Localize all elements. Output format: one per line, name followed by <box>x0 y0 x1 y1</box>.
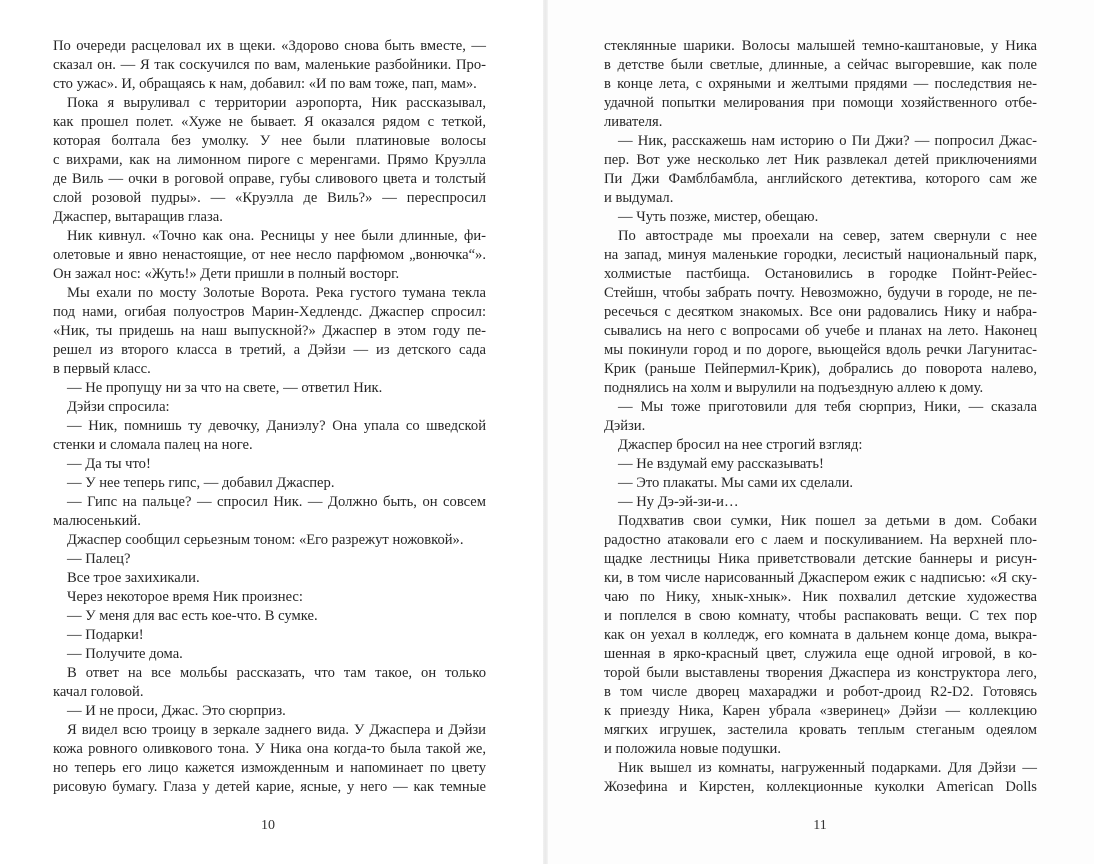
text-line: Пока я выруливал с территории аэропорта, Ник рассказывал, <box>67 95 486 111</box>
text-line: ки, в том числе нарисованный Джаспером ежик с надписью: «Я ску- <box>604 570 1037 586</box>
text-line: По очереди расцеловал их в щеки. «Здорово снова быть вместе, — <box>53 38 486 54</box>
paragraph <box>53 645 486 664</box>
text-line: пер. Вот уже несколько лет Ник развлекал детей приключениями <box>604 152 1037 168</box>
paragraph <box>604 398 1037 436</box>
text-line: — Палец? <box>67 551 131 567</box>
paragraph <box>53 379 486 398</box>
text-line: Подхватив свои сумки, Ник пошел за детьми в дом. Собаки <box>618 513 1037 529</box>
text-line: Дэйзи. <box>604 418 646 434</box>
paragraph <box>604 474 1037 493</box>
text-line: в том числе дворец махараджи и робот-дроид R2-D2. Готовясь <box>604 684 1037 700</box>
text-line: — Гипс на пальце? — спросил Ник. — Должно быть, он совсем <box>67 494 486 510</box>
left-page <box>0 0 544 864</box>
paragraph <box>53 531 486 550</box>
text-line: в первый класс. <box>53 361 151 377</box>
text-line: олетовые и явно ненастоящие, от нее несло парфюмом „вонючка“». <box>53 247 486 263</box>
text-line: сказал он. — Я так соскучился по вам, маленькие разбойники. Про- <box>53 57 486 73</box>
text-line: и положила новые подушки. <box>604 741 782 757</box>
text-line: в конце лета, с охряными и желтыми прядями — последствия не- <box>604 76 1037 92</box>
text-line: которая болтала без умолку. У нее были платиновые волосы <box>53 133 486 149</box>
paragraph <box>604 512 1037 759</box>
paragraph <box>604 132 1037 208</box>
text-line: ресечься с десятком знакомых. Все они радовались Нику и набра- <box>604 304 1037 320</box>
text-line: щадке лестницы Ника приветствовали детские баннеры и рисун- <box>604 551 1037 567</box>
text-line: — Чуть позже, мистер, обещаю. <box>618 209 819 225</box>
text-line: качал головой. <box>53 684 144 700</box>
paragraph <box>53 455 486 474</box>
page-text <box>604 37 1037 797</box>
text-line: — Не вздумай ему рассказывать! <box>618 456 824 472</box>
paragraph <box>53 569 486 588</box>
text-line: — Не пропущу ни за что на свете, — ответил Ник. <box>67 380 383 396</box>
text-line: стеклянные шарики. Волосы малышей темно-каштановые, у Ника <box>604 38 1037 54</box>
text-line: Джаспер бросил на нее строгий взгляд: <box>618 437 863 453</box>
paragraph <box>604 37 1037 132</box>
text-line: ливателя. <box>604 114 663 130</box>
text-line: поднялись на холм и вырулили на подъездную аллею к дому. <box>604 380 984 396</box>
text-line: Ник вышел из комнаты, нагруженный подарками. Для Дэйзи — <box>618 760 1037 776</box>
paragraph <box>53 550 486 569</box>
right-page <box>548 0 1094 864</box>
text-line: мягких игрушек, застелила кровать теплым стеганым одеялом <box>604 722 1037 738</box>
paragraph <box>53 607 486 626</box>
paragraph <box>604 208 1037 227</box>
paragraph <box>604 227 1037 398</box>
text-line: холмистые пастбища. Остановились в городке Пойнт-Рейес- <box>604 266 1037 282</box>
text-line: де Виль — очки в роговой оправе, губы сливового цвета и толстый <box>53 171 486 187</box>
paragraph <box>604 493 1037 512</box>
text-line: стенки и сломала палец на ноге. <box>53 437 253 453</box>
text-line: Жозефина и Кирстен, коллекционные куколки American Dolls <box>604 779 1037 795</box>
paragraph <box>53 626 486 645</box>
text-line: В ответ на все мольбы рассказать, что там такое, он только <box>67 665 486 681</box>
text-line: Я видел всю троицу в зеркале заднего вида. У Джаспера и Дэйзи <box>67 722 486 738</box>
text-line: удачной попытки мелирования при помощи хозяйственного отбе- <box>604 95 1037 111</box>
text-line: слой розовой пудры». — «Круэлла де Виль?» — переспросил <box>53 190 486 206</box>
text-line: — Это плакаты. Мы сами их сделали. <box>618 475 854 491</box>
text-line: рисовую бумагу. Глаза у детей карие, ясные, у него — как темные <box>53 779 486 795</box>
text-line: — И не проси, Джас. Это сюрприз. <box>67 703 286 719</box>
text-line: Он зажал нос: «Жуть!» Дети пришли в полный восторг. <box>53 266 400 282</box>
text-line: радостно атаковали его с лаем и поскуливанием. На верхней пло- <box>604 532 1037 548</box>
paragraph <box>53 37 486 94</box>
text-line: — У нее теперь гипс, — добавил Джаспер. <box>67 475 335 491</box>
text-line: — Получите дома. <box>67 646 183 662</box>
paragraph <box>53 664 486 702</box>
paragraph <box>53 417 486 455</box>
text-line: с вихрами, как на лимонном пироге с меренгами. Прямо Круэлла <box>53 152 486 168</box>
text-line: Ник кивнул. «Точно как она. Ресницы у нее были длинные, фи- <box>67 228 486 244</box>
paragraph <box>53 94 486 227</box>
text-line: Через некоторое время Ник произнес: <box>67 589 303 605</box>
text-line: кожа ровного оливкового тона. У Ника она когда-то была такой же, <box>53 741 486 757</box>
text-line: как прошел полет. «Хуже не бывает. Я оказался рядом с теткой, <box>53 114 486 130</box>
text-line: сто ужас». И, обращаясь к нам, добавил: «И по вам тоже, пап, мам». <box>53 76 477 92</box>
text-line: По автостраде мы проехали на север, затем свернули с нее <box>618 228 1037 244</box>
paragraph <box>53 398 486 417</box>
paragraph <box>604 759 1037 797</box>
text-line: — Да ты что! <box>67 456 151 472</box>
text-line: Мы ехали по мосту Золотые Ворота. Река густого тумана текла <box>67 285 486 301</box>
text-line: — Ник, расскажешь нам историю о Пи Джи? — попросил Джас- <box>618 133 1037 149</box>
text-line: Все трое захихикали. <box>67 570 200 586</box>
text-line: — Ну Дэ-эй-зи-и… <box>618 494 739 510</box>
text-line: и поплелся в свою комнату, чтобы распаковать вещи. С тех пор <box>604 608 1037 624</box>
text-line: «Ник, ты придешь на наш выпускной?» Джаспер в этом году пе- <box>53 323 486 339</box>
paragraph <box>53 474 486 493</box>
text-line: Крик (раньше Пейпермил-Крик), добрались до поворота налево, <box>604 361 1037 377</box>
text-line: под нами, огибая полуостров Марин-Хедлендс. Джаспер спросил: <box>53 304 486 320</box>
text-line: шенная в ярко-красный цвет, служила еще одной игровой, в ко- <box>604 646 1037 662</box>
text-line: Стейшн, чтобы забрать почту. Невозможно, будучи в городе, не пе- <box>604 285 1037 301</box>
page-number: 10 <box>261 818 275 833</box>
text-line: и выдумал. <box>604 190 674 206</box>
paragraph <box>604 436 1037 455</box>
text-line: чаю по Нику, хнык-хнык». Ник похвалил детские художества <box>604 589 1037 605</box>
paragraph <box>53 588 486 607</box>
page-number: 11 <box>813 818 827 833</box>
text-line: Дэйзи спросила: <box>67 399 170 415</box>
paragraph <box>53 702 486 721</box>
text-line: — Подарки! <box>67 627 144 643</box>
text-line: мы покинули город и по дороге, вьющейся вдоль речки Лагунитас- <box>604 342 1037 358</box>
text-line: как он уехал в колледж, его комната в дальнем конце дома, выкра- <box>604 627 1037 643</box>
text-line: малюсенький. <box>53 513 141 529</box>
text-line: но теперь его лицо кажется изможденным и напоминает по цвету <box>53 760 486 776</box>
paragraph <box>53 721 486 797</box>
text-line: на запад, минуя маленькие городки, лесистый национальный парк, <box>604 247 1037 263</box>
text-line: к приезду Ника, Карен убрала «зверинец» Дэйзи — коллекцию <box>604 703 1037 719</box>
text-line: — Мы тоже приготовили для тебя сюрприз, Ники, — сказала <box>618 399 1037 415</box>
text-line: — У меня для вас есть кое-что. В сумке. <box>67 608 318 624</box>
text-line: торой были выставлены творения Джаспера из конструктора лего, <box>604 665 1037 681</box>
paragraph <box>53 284 486 379</box>
text-line: в детстве были светлые, длинные, а сейчас выгоревшие, как поле <box>604 57 1037 73</box>
text-line: сывались на него с вопросами об учебе и планах на лето. Наконец <box>604 323 1037 339</box>
text-line: Пи Джи Фамблбамбла, английского детектива, которого сам же <box>604 171 1037 187</box>
text-line: решел из второго класса в третий, а Дэйзи — из детского сада <box>53 342 486 358</box>
text-line: — Ник, помнишь ту девочку, Даниэлу? Она упала со шведской <box>67 418 486 434</box>
paragraph <box>53 227 486 284</box>
page-text <box>53 37 486 797</box>
text-line: Джаспер сообщил серьезным тоном: «Его разрежут ножовкой». <box>67 532 464 548</box>
paragraph <box>53 493 486 531</box>
text-line: Джаспер, вытаращив глаза. <box>53 209 223 225</box>
paragraph <box>604 455 1037 474</box>
